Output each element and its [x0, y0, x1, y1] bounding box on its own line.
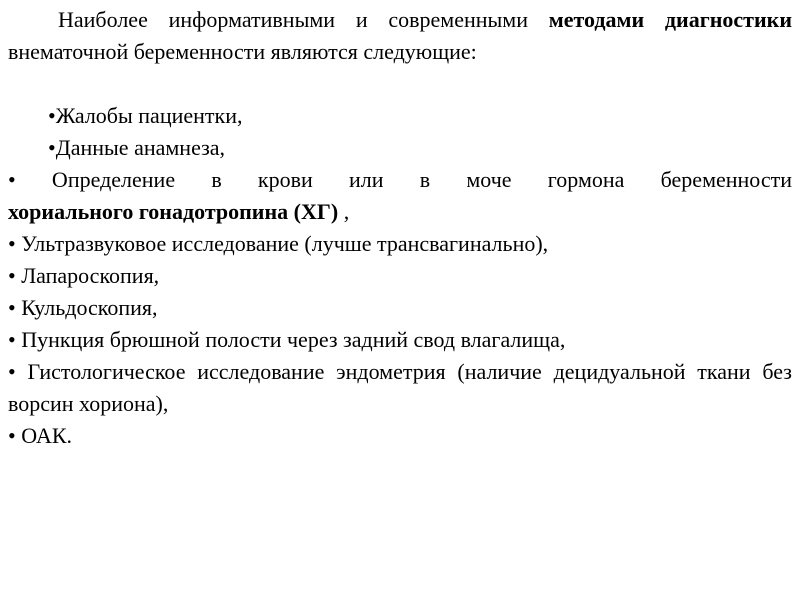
intro-text-1: Наиболее информативными и современными — [58, 7, 549, 32]
item-text: Ультразвуковое исследование (лучше трансвагинально), — [15, 231, 549, 256]
bullet: • — [8, 295, 16, 320]
item-text: Определение в крови или в моче гормона беременности — [15, 167, 792, 192]
item-laparoscopy — [8, 260, 792, 292]
item-hcg-test — [8, 164, 792, 196]
item-ultrasound — [8, 228, 792, 260]
intro-text-2: внематочной беременности являются следующие: — [8, 39, 477, 64]
spacer — [8, 68, 792, 100]
bullet: • — [8, 167, 16, 192]
intro-bold-methods: методами диагностики — [548, 7, 793, 32]
sub-item-anamnesis: •Данные анамнеза, — [48, 135, 226, 160]
item-culdoscopy — [8, 292, 792, 324]
item-text: Пункция брюшной полости через задний свод влагалища, — [15, 327, 566, 352]
item-text: Лапароскопия, — [15, 263, 160, 288]
item-text: Гистологическое исследование эндометрия (наличие децидуальной ткани без ворсин хориона), — [8, 359, 792, 416]
sub-item-complaints: •Жалобы пациентки, — [48, 103, 243, 128]
bullet: • — [8, 359, 16, 384]
item-text: Кульдоскопия, — [15, 295, 158, 320]
item-hcg-test-cont — [8, 196, 792, 228]
bullet: • — [8, 423, 16, 448]
item-text: ОАК. — [15, 423, 73, 448]
item-puncture — [8, 324, 792, 356]
item-cbc — [8, 420, 792, 452]
slide-text — [8, 4, 792, 452]
item-bold-hcg: хориального гонадотропина (ХГ) — [8, 199, 339, 224]
bullet: • — [8, 231, 16, 256]
item-text-after: , — [338, 199, 350, 224]
item-histology — [8, 356, 792, 420]
intro-paragraph — [8, 4, 792, 68]
bullet: • — [8, 327, 16, 352]
bullet: • — [8, 263, 16, 288]
